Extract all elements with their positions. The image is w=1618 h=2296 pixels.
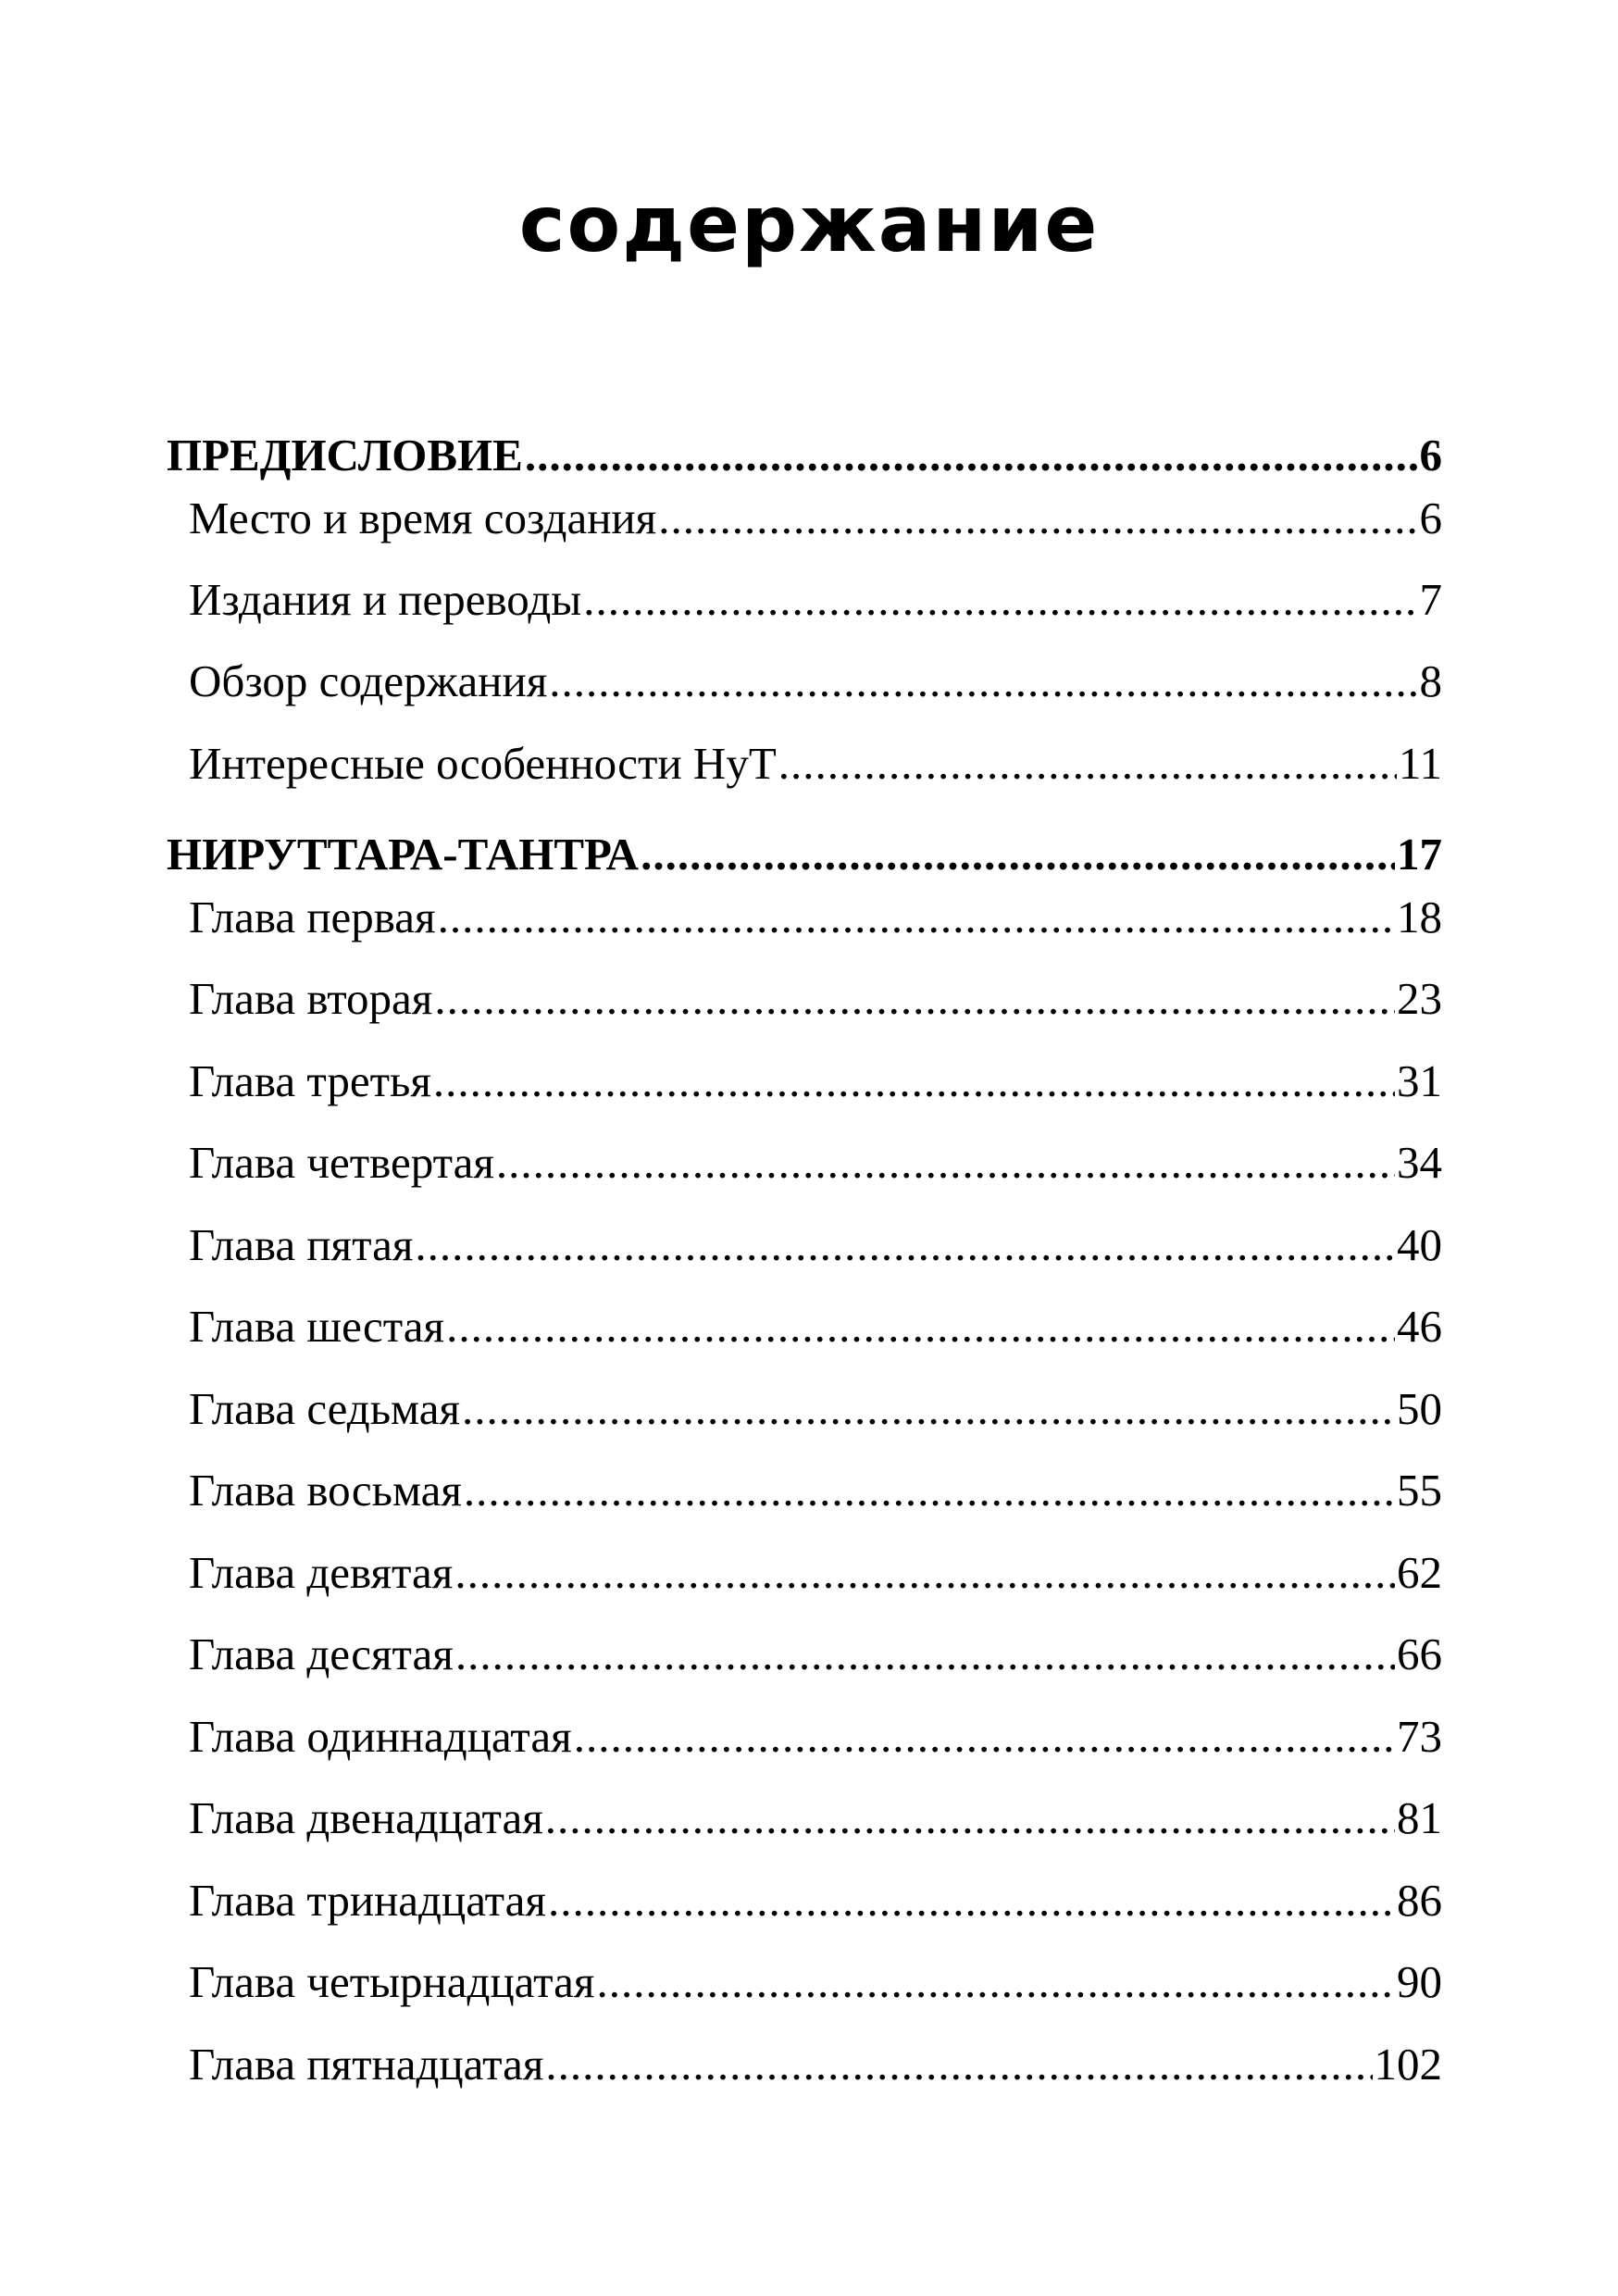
dot-leader xyxy=(455,1631,1395,1677)
dot-leader xyxy=(574,1714,1395,1759)
toc-entry-title: Глава шестая xyxy=(189,1301,445,1352)
toc-entry-title: Глава первая xyxy=(189,892,436,942)
dot-leader xyxy=(464,1467,1395,1513)
toc-entry-row[interactable] xyxy=(189,1628,1442,1679)
toc-entry-row[interactable] xyxy=(189,894,1442,940)
toc-page-number: 90 xyxy=(1397,1956,1442,2007)
dot-leader xyxy=(415,1222,1395,1267)
toc-entry-row[interactable] xyxy=(189,1137,1442,1188)
dot-leader xyxy=(596,1959,1395,2004)
toc-entry-row[interactable] xyxy=(189,1875,1442,1926)
dot-leader xyxy=(496,1140,1395,1185)
toc-page-number: 31 xyxy=(1397,1055,1442,1106)
toc-section-title: НИРУТТАРА-ТАНТРА xyxy=(167,829,640,880)
toc-page-number: 34 xyxy=(1397,1137,1442,1188)
toc-page-number: 62 xyxy=(1397,1547,1442,1598)
dot-leader xyxy=(438,894,1395,940)
toc-page-number: 73 xyxy=(1397,1711,1442,1762)
toc-page-number: 66 xyxy=(1397,1628,1442,1679)
toc-entry-row[interactable] xyxy=(189,495,1442,541)
toc-entry-row[interactable] xyxy=(189,1301,1442,1352)
toc-entry-title: Издания и переводы xyxy=(189,574,582,625)
dot-leader xyxy=(548,1878,1395,1923)
toc-entry-title: Глава пятая xyxy=(189,1219,414,1270)
toc-section-row[interactable] xyxy=(167,829,1442,880)
toc-page-number: 17 xyxy=(1397,829,1442,880)
toc-page-number: 46 xyxy=(1397,1301,1442,1352)
toc-page-number: 18 xyxy=(1397,892,1442,942)
toc-entry-title: Интересные особенности НуТ xyxy=(189,738,777,789)
table-of-contents xyxy=(167,0,1442,2296)
toc-page-number: 102 xyxy=(1374,2039,1442,2090)
dot-leader xyxy=(454,1550,1395,1595)
toc-entry-title: Обзор содержания xyxy=(189,655,548,706)
toc-entry-title: Глава четвертая xyxy=(189,1137,494,1188)
dot-leader xyxy=(545,2041,1372,2087)
toc-page-number: 50 xyxy=(1397,1383,1442,1434)
toc-entry-title: Глава двенадцатая xyxy=(189,1792,543,1843)
toc-entry-title: Место и время создания xyxy=(189,493,657,543)
toc-entry-row[interactable] xyxy=(189,1792,1442,1843)
dot-leader xyxy=(778,741,1397,786)
toc-entry-title: Глава восьмая xyxy=(189,1465,462,1516)
toc-entry-row[interactable] xyxy=(189,973,1442,1024)
toc-entry-title: Глава вторая xyxy=(189,973,433,1024)
toc-entry-row[interactable] xyxy=(189,1956,1442,2007)
dot-leader xyxy=(434,976,1395,1021)
toc-entry-row[interactable] xyxy=(189,738,1442,789)
toc-page-number: 86 xyxy=(1397,1875,1442,1926)
dot-leader xyxy=(446,1304,1395,1349)
toc-entry-title: Глава одиннадцатая xyxy=(189,1711,572,1762)
toc-entry-title: Глава тринадцатая xyxy=(189,1875,546,1926)
toc-page-number: 55 xyxy=(1397,1465,1442,1516)
toc-page-number: 40 xyxy=(1397,1219,1442,1270)
dot-leader xyxy=(658,495,1417,541)
toc-page-number: 23 xyxy=(1397,973,1442,1024)
toc-entry-row[interactable] xyxy=(189,1465,1442,1516)
toc-entry-row[interactable] xyxy=(189,1219,1442,1270)
dot-leader xyxy=(641,831,1395,877)
toc-page-number: 6 xyxy=(1419,430,1442,480)
toc-entry-title: Глава четырнадцатая xyxy=(189,1956,595,2007)
toc-page-number: 6 xyxy=(1419,493,1442,543)
toc-entry-title: Глава девятая xyxy=(189,1547,454,1598)
toc-page-number: 81 xyxy=(1397,1792,1442,1843)
toc-entry-row[interactable] xyxy=(189,1055,1442,1106)
dot-leader xyxy=(462,1386,1395,1431)
toc-page-number: 7 xyxy=(1419,574,1442,625)
toc-entry-row[interactable] xyxy=(189,655,1442,706)
dot-leader xyxy=(583,577,1417,622)
toc-entry-row[interactable] xyxy=(189,1383,1442,1434)
toc-entry-title: Глава десятая xyxy=(189,1628,454,1679)
toc-section-title: ПРЕДИСЛОВИЕ xyxy=(167,430,523,480)
toc-entry-row[interactable] xyxy=(189,1547,1442,1598)
dot-leader xyxy=(525,432,1418,478)
toc-entry-title: Глава пятнадцатая xyxy=(189,2039,544,2090)
page-title: содержание xyxy=(518,179,1100,269)
dot-leader xyxy=(545,1795,1395,1841)
toc-entry-title: Глава третья xyxy=(189,1055,431,1106)
toc-section-row[interactable] xyxy=(167,432,1442,478)
toc-page-number: 11 xyxy=(1398,738,1442,789)
toc-entry-row[interactable] xyxy=(189,574,1442,625)
toc-entry-title: Глава седьмая xyxy=(189,1383,461,1434)
dot-leader xyxy=(433,1058,1395,1104)
toc-entry-row[interactable] xyxy=(189,2039,1442,2090)
toc-entry-row[interactable] xyxy=(189,1711,1442,1762)
toc-page-number: 8 xyxy=(1419,655,1442,706)
dot-leader xyxy=(549,658,1417,704)
